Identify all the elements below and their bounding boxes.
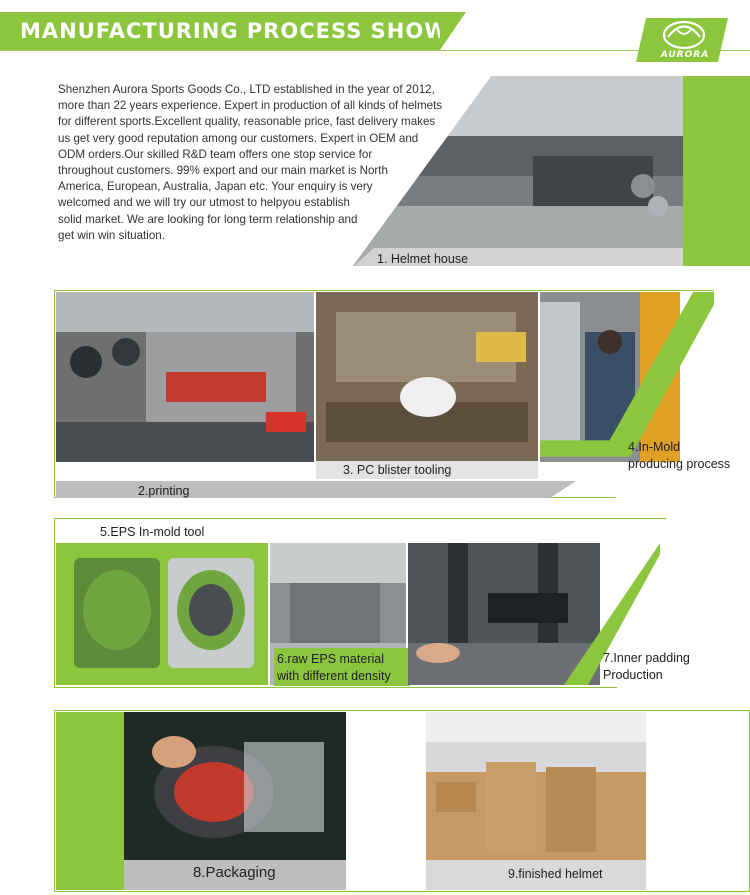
caption-finished: 9.finished helmet <box>508 867 603 881</box>
caption-bar-2 <box>56 481 576 498</box>
caption-in-mold: 4.In-Mold producing process <box>628 440 731 471</box>
caption-inner-padding: 7.Inner padding Production <box>603 651 690 682</box>
caption-printing: 2.printing <box>138 484 190 498</box>
caption-packaging: 8.Packaging <box>193 864 276 881</box>
company-intro: Shenzhen Aurora Sports Goods Co., LTD established in the year of 2012, more than 22 years experience. Expert in production of all kinds of helmets for different sports.Excellent quality, reasonable price, fast delivery makes us get very good reputation among our customers. Expert in OEM and ODM orders.Our skilled R&D team offers one stop service for throughout customers. 99% export and our main market is North America, European, Australia, Japan etc. Your enquiry is very welcomed and we will try our utmost to helpyou establish solid market. We are looking for long term relationship and get win win situation. <box>58 83 443 242</box>
printing-photo <box>56 292 314 462</box>
page-title: MANUFACTURING PROCESS SHOW <box>20 19 449 43</box>
caption-eps-tool: 5.EPS In-mold tool <box>100 525 205 539</box>
finished-helmet-photo <box>426 712 646 860</box>
eps-tool-photo <box>64 548 260 680</box>
inner-padding-photo <box>408 543 600 685</box>
caption-raw-eps: 6.raw EPS material with different density <box>277 652 391 683</box>
packaging-photo <box>124 712 346 860</box>
aurora-logo <box>632 10 738 66</box>
caption-helmet-house: 1. Helmet house <box>377 252 469 266</box>
pc-blister-photo <box>316 292 538 462</box>
caption-pc-blister: 3. PC blister tooling <box>343 463 452 477</box>
green-accent-1-slant <box>683 76 750 266</box>
header-banner <box>0 12 449 50</box>
logo-text: AURORA <box>660 50 710 60</box>
